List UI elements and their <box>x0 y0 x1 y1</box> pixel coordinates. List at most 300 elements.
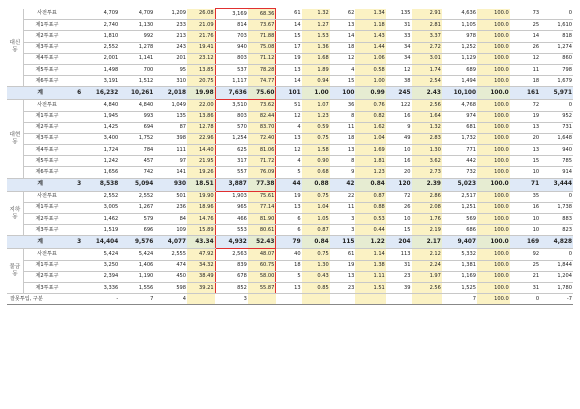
value-cell: 71.12 <box>248 53 276 64</box>
value-cell <box>70 64 84 75</box>
value-cell: 0.87 <box>355 191 385 202</box>
value-cell: 101 <box>276 87 302 100</box>
value-cell: 2,517 <box>442 191 477 202</box>
row-label-cell: 제3투표구 <box>23 225 70 236</box>
value-cell: 245 <box>386 87 412 100</box>
value-cell: 1.89 <box>302 64 330 75</box>
value-cell: 52.43 <box>248 236 276 249</box>
value-cell: 0 <box>540 9 573 20</box>
value-cell: 4 <box>276 156 302 167</box>
summary-row <box>7 294 573 305</box>
value-cell: 100.0 <box>477 282 510 293</box>
value-cell: 20.75 <box>187 76 215 87</box>
value-cell: 100.0 <box>477 145 510 156</box>
total-spacer <box>7 87 23 100</box>
value-cell: 3 <box>70 236 84 249</box>
value-cell: 3,510 <box>215 100 248 111</box>
value-cell: 930 <box>154 178 187 191</box>
value-cell: 1,274 <box>540 42 573 53</box>
value-cell: 993 <box>119 111 154 122</box>
value-cell: 681 <box>442 122 477 133</box>
value-cell: 1,732 <box>442 133 477 144</box>
value-cell: 823 <box>540 225 573 236</box>
value-cell <box>70 214 84 225</box>
value-cell: 11 <box>510 64 540 75</box>
value-cell: 13 <box>276 202 302 213</box>
value-cell: 61 <box>330 249 356 260</box>
summary-cell <box>187 294 215 305</box>
value-cell: 625 <box>215 145 248 156</box>
row-label-cell: 제1투표구 <box>23 260 70 271</box>
value-cell: 12 <box>276 145 302 156</box>
value-cell: 23.12 <box>187 53 215 64</box>
value-cell: 3,400 <box>84 133 119 144</box>
value-cell: 1.43 <box>355 31 385 42</box>
value-cell: 34.32 <box>187 260 215 271</box>
value-cell: 1.69 <box>355 145 385 156</box>
value-cell: 12.78 <box>187 122 215 133</box>
value-cell: 2.43 <box>412 87 442 100</box>
value-cell: 785 <box>540 156 573 167</box>
value-cell: 13.85 <box>187 64 215 75</box>
value-cell: 0.75 <box>302 249 330 260</box>
table-row <box>7 100 573 111</box>
value-cell: 72 <box>510 100 540 111</box>
value-cell: 694 <box>119 122 154 133</box>
value-cell: 13 <box>276 282 302 293</box>
value-cell: 10,100 <box>442 87 477 100</box>
table-row <box>7 191 573 202</box>
row-label-cell: 제3투표구 <box>23 282 70 293</box>
value-cell: 100.0 <box>477 122 510 133</box>
value-cell: 2.56 <box>412 100 442 111</box>
value-cell: 18 <box>276 260 302 271</box>
value-cell: 1,610 <box>540 20 573 31</box>
value-cell: 12 <box>276 111 302 122</box>
summary-cell <box>412 294 442 305</box>
value-cell: 2,555 <box>154 249 187 260</box>
value-cell: 1.11 <box>355 271 385 282</box>
value-cell: 1,656 <box>84 167 119 178</box>
value-cell: 97 <box>154 156 187 167</box>
value-cell: 13 <box>330 145 356 156</box>
value-cell: 9,576 <box>119 236 154 249</box>
value-cell: 474 <box>154 260 187 271</box>
value-cell: 38.49 <box>187 271 215 282</box>
value-cell: 5 <box>276 167 302 178</box>
value-cell: 13 <box>276 133 302 144</box>
value-cell: 2,001 <box>84 53 119 64</box>
value-cell: 100.0 <box>477 202 510 213</box>
value-cell: 1.68 <box>302 53 330 64</box>
value-cell: 21.76 <box>187 31 215 42</box>
table-row <box>7 225 573 236</box>
value-cell: 310 <box>154 76 187 87</box>
value-cell: 100.0 <box>477 64 510 75</box>
value-cell: 201 <box>154 53 187 64</box>
value-cell: 16 <box>510 202 540 213</box>
value-cell: 73 <box>510 9 540 20</box>
value-cell: 803 <box>215 53 248 64</box>
value-cell: 1,251 <box>442 202 477 213</box>
value-cell: 1.81 <box>355 156 385 167</box>
value-cell: 2.08 <box>412 202 442 213</box>
value-cell: 60.75 <box>248 260 276 271</box>
value-cell: 19.90 <box>187 191 215 202</box>
value-cell: 16,232 <box>84 87 119 100</box>
value-cell: 1.38 <box>355 260 385 271</box>
row-label-cell: 제4투표구 <box>23 53 70 64</box>
value-cell: 0.88 <box>302 178 330 191</box>
table-row <box>7 64 573 75</box>
value-cell: 1,242 <box>84 156 119 167</box>
value-cell: 21 <box>510 271 540 282</box>
value-cell: 100.0 <box>477 20 510 31</box>
value-cell: 814 <box>215 20 248 31</box>
summary-cell <box>330 294 356 305</box>
value-cell: 100.0 <box>477 156 510 167</box>
value-cell: 1,267 <box>119 202 154 213</box>
value-cell <box>70 191 84 202</box>
value-cell: 3.62 <box>412 156 442 167</box>
table-row <box>7 282 573 293</box>
row-label-cell: 제2투표구 <box>23 271 70 282</box>
value-cell: 803 <box>215 111 248 122</box>
value-cell: 3.01 <box>412 53 442 64</box>
value-cell: 1.32 <box>302 9 330 20</box>
row-label-cell: 계 <box>23 236 70 249</box>
value-cell: 33 <box>386 31 412 42</box>
value-cell: 2,552 <box>84 42 119 53</box>
value-cell: 26 <box>386 202 412 213</box>
value-cell: 978 <box>442 31 477 42</box>
value-cell: 1,512 <box>119 76 154 87</box>
table-row <box>7 271 573 282</box>
district-label: 지하동 <box>7 191 23 236</box>
value-cell: 466 <box>215 214 248 225</box>
value-cell: 3,005 <box>84 202 119 213</box>
row-label-cell: 제3투표구 <box>23 133 70 144</box>
value-cell: 13 <box>330 20 356 31</box>
value-cell: 78.28 <box>248 64 276 75</box>
value-cell: 0.87 <box>302 225 330 236</box>
row-label-cell: 제1투표구 <box>23 202 70 213</box>
value-cell: 3,887 <box>215 178 248 191</box>
value-cell: 43.34 <box>187 236 215 249</box>
value-cell: 100.0 <box>477 111 510 122</box>
value-cell: 81.06 <box>248 145 276 156</box>
row-label-cell: 제1투표구 <box>23 20 70 31</box>
value-cell: 12 <box>510 53 540 64</box>
value-cell <box>70 156 84 167</box>
value-cell: 9 <box>330 167 356 178</box>
value-cell: 0.85 <box>302 282 330 293</box>
summary-cell: 7 <box>119 294 154 305</box>
value-cell: 1.05 <box>302 214 330 225</box>
value-cell: 51 <box>276 100 302 111</box>
value-cell: 1.18 <box>355 20 385 31</box>
table-row <box>7 20 573 31</box>
summary-cell: 7 <box>442 294 477 305</box>
value-cell: 0 <box>540 249 573 260</box>
table-row <box>7 111 573 122</box>
value-cell: 243 <box>154 42 187 53</box>
value-cell: 19.26 <box>187 167 215 178</box>
value-cell: 784 <box>119 145 154 156</box>
value-cell: 72.40 <box>248 133 276 144</box>
value-cell: 14 <box>276 76 302 87</box>
table-row <box>7 167 573 178</box>
value-cell: 3,191 <box>84 76 119 87</box>
value-cell: 31 <box>386 260 412 271</box>
value-cell: 100.0 <box>477 271 510 282</box>
value-cell: 20 <box>510 133 540 144</box>
value-cell: 5,424 <box>84 249 119 260</box>
value-cell: 0.75 <box>302 191 330 202</box>
value-cell: 8 <box>330 156 356 167</box>
value-cell: 5,094 <box>119 178 154 191</box>
value-cell: 4 <box>330 64 356 75</box>
value-cell: 0.59 <box>302 122 330 133</box>
table-row <box>7 122 573 133</box>
value-cell: 13 <box>276 64 302 75</box>
value-cell: 100.0 <box>477 249 510 260</box>
value-cell: 6 <box>276 214 302 225</box>
table-row <box>7 156 573 167</box>
value-cell: 1,462 <box>84 214 119 225</box>
value-cell: 95 <box>154 64 187 75</box>
value-cell: 204 <box>386 236 412 249</box>
district-total-row <box>7 87 573 100</box>
value-cell: 678 <box>215 271 248 282</box>
value-cell: 62 <box>330 9 356 20</box>
value-cell: 10 <box>510 214 540 225</box>
value-cell: 1,105 <box>442 20 477 31</box>
value-cell: 3,336 <box>84 282 119 293</box>
total-spacer <box>7 178 23 191</box>
value-cell: 3,250 <box>84 260 119 271</box>
value-cell: 1,679 <box>540 76 573 87</box>
value-cell: 883 <box>540 214 573 225</box>
value-cell: 1.00 <box>302 87 330 100</box>
table-row <box>7 9 573 20</box>
value-cell <box>70 111 84 122</box>
value-cell: 14 <box>276 20 302 31</box>
value-cell: 58.00 <box>248 271 276 282</box>
value-cell: 23 <box>330 282 356 293</box>
value-cell: 1.00 <box>355 76 385 87</box>
value-cell: 73.62 <box>248 100 276 111</box>
value-cell: 1,252 <box>442 42 477 53</box>
value-cell: 2,740 <box>84 20 119 31</box>
value-cell: 742 <box>119 167 154 178</box>
value-cell: 553 <box>215 225 248 236</box>
value-cell: 26 <box>510 42 540 53</box>
value-cell: 1.64 <box>412 111 442 122</box>
row-label-cell: 제3투표구 <box>23 42 70 53</box>
value-cell: 76.09 <box>248 167 276 178</box>
value-cell: 1,169 <box>442 271 477 282</box>
value-cell <box>70 53 84 64</box>
value-cell: 0.44 <box>355 225 385 236</box>
value-cell: 501 <box>154 191 187 202</box>
value-cell: 14,404 <box>84 236 119 249</box>
value-cell <box>70 20 84 31</box>
value-cell: 1.30 <box>302 260 330 271</box>
value-cell: 2.56 <box>412 282 442 293</box>
value-cell: 1.14 <box>355 249 385 260</box>
table-row <box>7 214 573 225</box>
value-cell: 0.99 <box>355 87 385 100</box>
value-cell: 1,190 <box>119 271 154 282</box>
summary-cell: -7 <box>540 294 573 305</box>
value-cell: 4 <box>276 122 302 133</box>
value-cell: 8,538 <box>84 178 119 191</box>
value-cell <box>70 282 84 293</box>
value-cell: 77.38 <box>248 178 276 191</box>
value-cell <box>70 260 84 271</box>
value-cell: 135 <box>154 111 187 122</box>
value-cell: 6 <box>70 87 84 100</box>
value-cell: 1.27 <box>302 20 330 31</box>
value-cell: 75.08 <box>248 42 276 53</box>
value-cell: 1.53 <box>302 31 330 42</box>
value-cell: 3,169 <box>215 9 248 20</box>
value-cell: 1,738 <box>540 202 573 213</box>
value-cell: 3 <box>330 225 356 236</box>
value-cell: 4,709 <box>84 9 119 20</box>
value-cell: 0.68 <box>302 167 330 178</box>
value-cell: 2.83 <box>412 133 442 144</box>
row-label-cell: 사전투표 <box>23 100 70 111</box>
value-cell: 1.04 <box>302 202 330 213</box>
value-cell: 21.09 <box>187 20 215 31</box>
value-cell: 1,556 <box>119 282 154 293</box>
value-cell: 12 <box>330 53 356 64</box>
value-cell: 81.90 <box>248 214 276 225</box>
value-cell: 109 <box>154 225 187 236</box>
value-cell: 1.36 <box>302 42 330 53</box>
value-cell: 5,023 <box>442 178 477 191</box>
value-cell: 42 <box>330 178 356 191</box>
row-label-cell: 사전투표 <box>23 191 70 202</box>
value-cell: 579 <box>119 214 154 225</box>
value-cell: 4,768 <box>442 100 477 111</box>
value-cell: 0.94 <box>302 76 330 87</box>
value-cell: 22 <box>330 191 356 202</box>
value-cell: 18 <box>330 133 356 144</box>
value-cell: 68.36 <box>248 9 276 20</box>
value-cell: 2,552 <box>84 191 119 202</box>
value-cell: 39.21 <box>187 282 215 293</box>
value-cell: 161 <box>510 87 540 100</box>
value-cell: 317 <box>215 156 248 167</box>
value-cell <box>70 225 84 236</box>
row-label-cell: 제2투표구 <box>23 31 70 42</box>
value-cell: 100.0 <box>477 76 510 87</box>
value-cell: 13 <box>510 145 540 156</box>
value-cell: 13 <box>510 122 540 133</box>
value-cell <box>70 202 84 213</box>
value-cell: 115 <box>330 236 356 249</box>
value-cell: 3 <box>330 214 356 225</box>
value-cell: 1.23 <box>355 167 385 178</box>
value-cell: 2.17 <box>412 236 442 249</box>
value-cell: 0.84 <box>302 236 330 249</box>
summary-cell <box>70 294 84 305</box>
value-cell: 8 <box>330 111 356 122</box>
value-cell: 5,424 <box>119 249 154 260</box>
value-cell: 77.14 <box>248 202 276 213</box>
value-cell: 1.06 <box>355 53 385 64</box>
value-cell: 4,840 <box>84 100 119 111</box>
value-cell: 860 <box>540 53 573 64</box>
value-cell: 84 <box>154 214 187 225</box>
value-cell: 1.62 <box>355 122 385 133</box>
value-cell: 100.0 <box>477 9 510 20</box>
value-cell: 952 <box>540 111 573 122</box>
value-cell: 9,407 <box>442 236 477 249</box>
value-cell: 2.24 <box>412 260 442 271</box>
value-cell: 100.0 <box>477 260 510 271</box>
value-cell <box>70 31 84 42</box>
value-cell: 18 <box>330 42 356 53</box>
value-cell: 689 <box>442 64 477 75</box>
results-table <box>7 8 573 305</box>
value-cell: 2.19 <box>412 225 442 236</box>
value-cell: 100.0 <box>477 178 510 191</box>
value-cell: 1.74 <box>412 64 442 75</box>
value-cell: 113 <box>386 249 412 260</box>
value-cell: 100.0 <box>477 225 510 236</box>
value-cell: 940 <box>540 145 573 156</box>
value-cell: 1,945 <box>84 111 119 122</box>
table-row <box>7 31 573 42</box>
value-cell: 34 <box>386 53 412 64</box>
value-cell: 10,261 <box>119 87 154 100</box>
value-cell: 1,209 <box>154 9 187 20</box>
value-cell: 100.0 <box>477 31 510 42</box>
table-row <box>7 42 573 53</box>
value-cell: 100.0 <box>477 191 510 202</box>
value-cell: 213 <box>154 31 187 42</box>
value-cell <box>70 42 84 53</box>
value-cell: 1,498 <box>84 64 119 75</box>
value-cell: 17 <box>276 42 302 53</box>
value-cell: 1,278 <box>119 42 154 53</box>
summary-cell <box>355 294 385 305</box>
value-cell: 4,828 <box>540 236 573 249</box>
value-cell: 48.07 <box>248 249 276 260</box>
district-total-row <box>7 236 573 249</box>
value-cell: 14 <box>330 31 356 42</box>
value-cell: 19 <box>510 111 540 122</box>
value-cell: 100.0 <box>477 42 510 53</box>
value-cell <box>70 76 84 87</box>
value-cell: 21.95 <box>187 156 215 167</box>
value-cell: 696 <box>119 225 154 236</box>
row-label-cell: 제6투표구 <box>23 76 70 87</box>
value-cell: 992 <box>119 31 154 42</box>
value-cell: 22.96 <box>187 133 215 144</box>
value-cell: 1,810 <box>84 31 119 42</box>
value-cell: 4,932 <box>215 236 248 249</box>
value-cell: 22.00 <box>187 100 215 111</box>
value-cell: 141 <box>154 167 187 178</box>
value-cell: 0.58 <box>355 64 385 75</box>
value-cell: 1,049 <box>154 100 187 111</box>
value-cell: 3,444 <box>540 178 573 191</box>
